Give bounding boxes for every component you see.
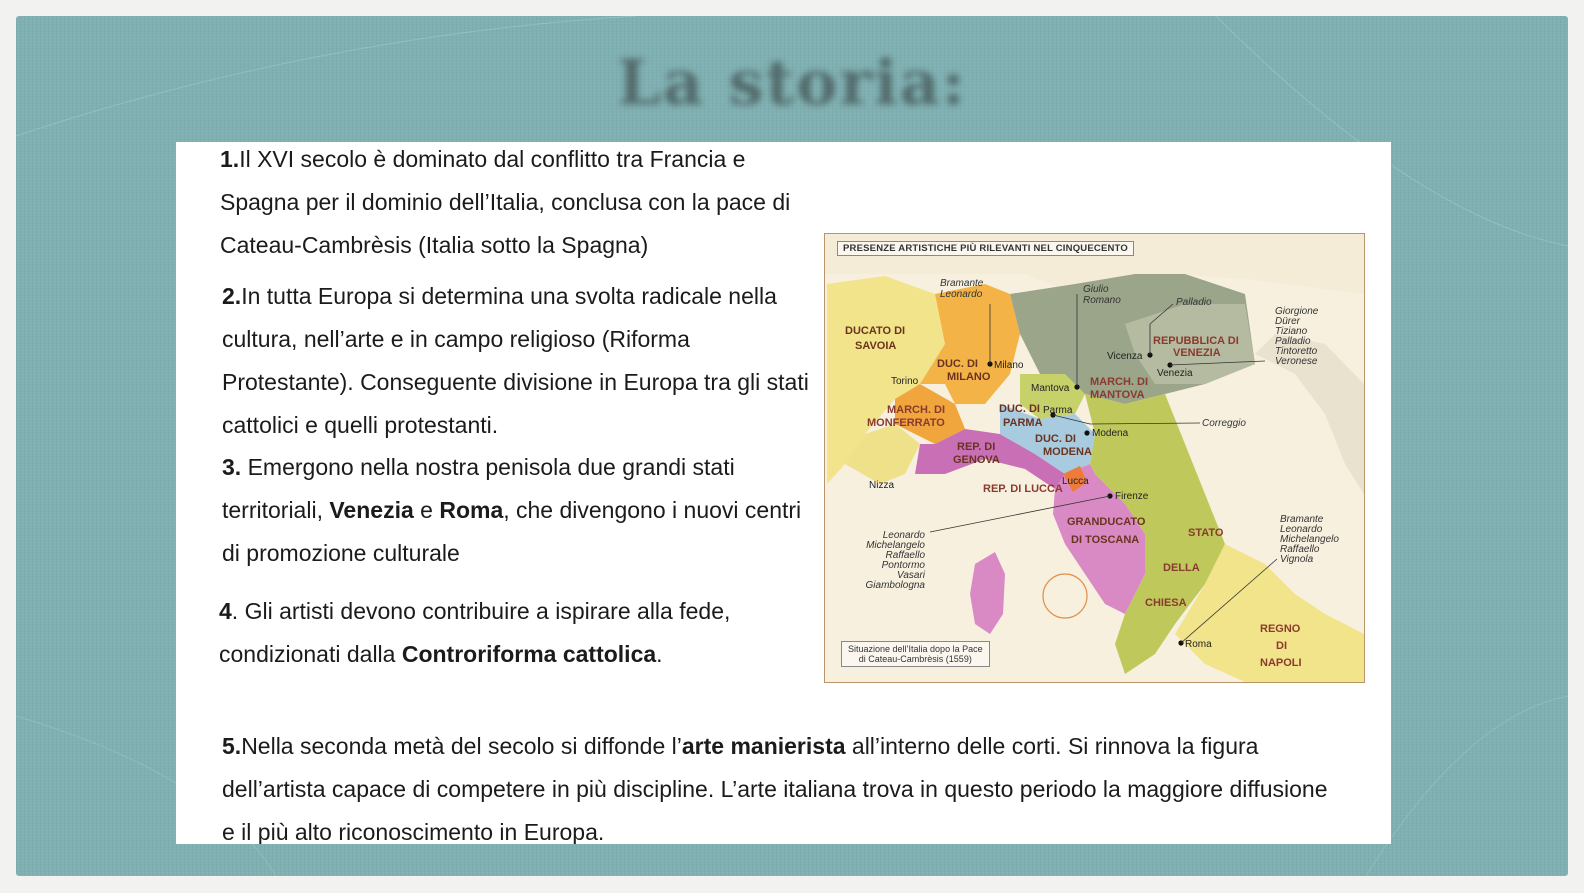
region-venezia: REPUBBLICA DI xyxy=(1153,335,1239,347)
artist-name: Leonardo xyxy=(940,289,983,300)
region-chiesa: DELLA xyxy=(1163,562,1200,574)
point-number: 4 xyxy=(219,598,232,624)
map-header: PRESENZE ARTISTICHE PIÙ RILEVANTI NEL CINQUECENTO xyxy=(837,241,1134,256)
point-number: 2. xyxy=(222,283,242,309)
emphasis-controriforma: Controriforma cattolica xyxy=(401,641,657,667)
point-text: all’interno delle corti. Si rinnova la figura dell’artista capace di competere in più discipline. L’arte italiana trova in questo periodo la maggiore diffusione e il più alto riconoscimento in Europa. xyxy=(222,733,1328,844)
artist-name: Giulio xyxy=(1083,284,1109,295)
artist-name: Dürer xyxy=(1275,316,1301,327)
region-parma: DUC. DI xyxy=(999,403,1040,415)
artist-name: Vignola xyxy=(1280,554,1314,565)
region-modena: MODENA xyxy=(1043,446,1092,458)
region-lucca: REP. DI LUCCA xyxy=(983,483,1063,495)
region-parma: PARMA xyxy=(1003,417,1043,429)
city-parma: Parma xyxy=(1043,405,1073,416)
point-text: e xyxy=(413,497,440,523)
point-2 xyxy=(222,275,812,447)
point-1 xyxy=(220,142,810,267)
city-nizza: Nizza xyxy=(869,480,895,491)
map-caption-line: di Cateau-Cambrèsis (1559) xyxy=(858,654,972,664)
region-milano: MILANO xyxy=(947,371,991,383)
region-napoli: DI xyxy=(1276,640,1287,652)
region-milano: DUC. DI xyxy=(937,358,978,370)
city-torino: Torino xyxy=(891,376,919,387)
region-genova: GENOVA xyxy=(953,454,1000,466)
region-monferrato: MARCH. DI xyxy=(887,404,946,416)
artist-name: Michelangelo xyxy=(866,540,925,551)
point-number: 3. xyxy=(222,454,242,480)
artist-name: Leonardo xyxy=(1280,524,1323,535)
city-mantova: Mantova xyxy=(1031,383,1070,394)
region-modena: DUC. DI xyxy=(1035,433,1076,445)
region-chiesa: CHIESA xyxy=(1145,597,1187,609)
point-number: 1. xyxy=(220,146,240,172)
artist-name: Bramante xyxy=(940,278,984,289)
artist-name: Tiziano xyxy=(1275,326,1308,337)
emphasis-arte-manierista: arte manierista xyxy=(681,733,846,759)
point-5 xyxy=(222,725,1332,844)
emphasis-venezia: Venezia xyxy=(329,497,414,523)
point-text: , che divengono i nuovi centri di promozione culturale xyxy=(222,497,802,566)
artist-name: Giambologna xyxy=(865,580,925,591)
italy-map-graphic xyxy=(825,234,1364,682)
artists-milano xyxy=(940,278,984,300)
artist-name: Giorgione xyxy=(1275,306,1319,317)
artist-name: Leonardo xyxy=(882,530,925,541)
emphasis-roma: Roma xyxy=(439,497,504,523)
artist-name: Vasari xyxy=(897,570,925,581)
region-chiesa: STATO xyxy=(1188,527,1224,539)
slide-title: La storia: xyxy=(617,46,967,119)
content-panel xyxy=(176,142,1391,844)
city-firenze: Firenze xyxy=(1115,491,1149,502)
city-modena: Modena xyxy=(1092,428,1129,439)
artist-name: Romano xyxy=(1083,295,1121,306)
point-number: 5. xyxy=(222,733,242,759)
city-lucca: Lucca xyxy=(1062,476,1089,487)
point-text: Nella seconda metà del secolo si diffonde l’ xyxy=(241,733,682,759)
artist-name: Raffaello xyxy=(1280,544,1320,555)
city-roma: Roma xyxy=(1185,639,1212,650)
map-caption xyxy=(841,641,990,667)
point-3 xyxy=(222,446,812,575)
artist-name: Pontormo xyxy=(881,560,925,571)
region-genova: REP. DI xyxy=(957,441,996,453)
label-palladio: Palladio xyxy=(1176,297,1212,308)
artist-name: Veronese xyxy=(1275,356,1318,367)
region-toscana: GRANDUCATO xyxy=(1067,516,1146,528)
region-napoli: NAPOLI xyxy=(1260,657,1302,669)
region-savoia: DUCATO DI xyxy=(845,325,906,337)
label-correggio: Correggio xyxy=(1202,418,1246,429)
city-milano: Milano xyxy=(994,360,1024,371)
italy-map xyxy=(824,233,1365,683)
region-monferrato: MONFERRATO xyxy=(867,417,945,429)
artist-name: Palladio xyxy=(1275,336,1311,347)
region-napoli: REGNO xyxy=(1260,623,1301,635)
region-mantova: MANTOVA xyxy=(1090,389,1145,401)
artist-name: Tintoretto xyxy=(1275,346,1318,357)
point-text: . xyxy=(656,641,663,667)
city-venezia: Venezia xyxy=(1157,368,1193,379)
map-caption-line: Situazione dell’Italia dopo la Pace xyxy=(848,644,983,654)
artist-name: Raffaello xyxy=(885,550,925,561)
point-text: . Gli artisti devono contribuire a ispirare alla fede, condizionati dalla xyxy=(219,598,731,667)
point-4 xyxy=(219,590,809,676)
region-mantova: MARCH. DI xyxy=(1090,376,1149,388)
artist-name: Bramante xyxy=(1280,514,1324,525)
point-text: In tutta Europa si determina una svolta radicale nella cultura, nell’arte e in campo religioso (Riforma Protestante). Conseguente divisione in Europa tra gli stati cattolici e quelli protestanti. xyxy=(222,283,809,438)
region-toscana: DI TOSCANA xyxy=(1071,534,1140,546)
point-text: Emergono nella nostra penisola due grandi stati territoriali, xyxy=(222,454,735,523)
artist-name: Michelangelo xyxy=(1280,534,1339,545)
city-vicenza: Vicenza xyxy=(1107,351,1143,362)
region-venezia: VENEZIA xyxy=(1173,347,1221,359)
point-text: Il XVI secolo è dominato dal conflitto tra Francia e Spagna per il dominio dell’Italia, conclusa con la pace di Cateau-Cambrèsis (Italia sotto la Spagna) xyxy=(220,146,791,258)
region-savoia: SAVOIA xyxy=(855,340,897,352)
